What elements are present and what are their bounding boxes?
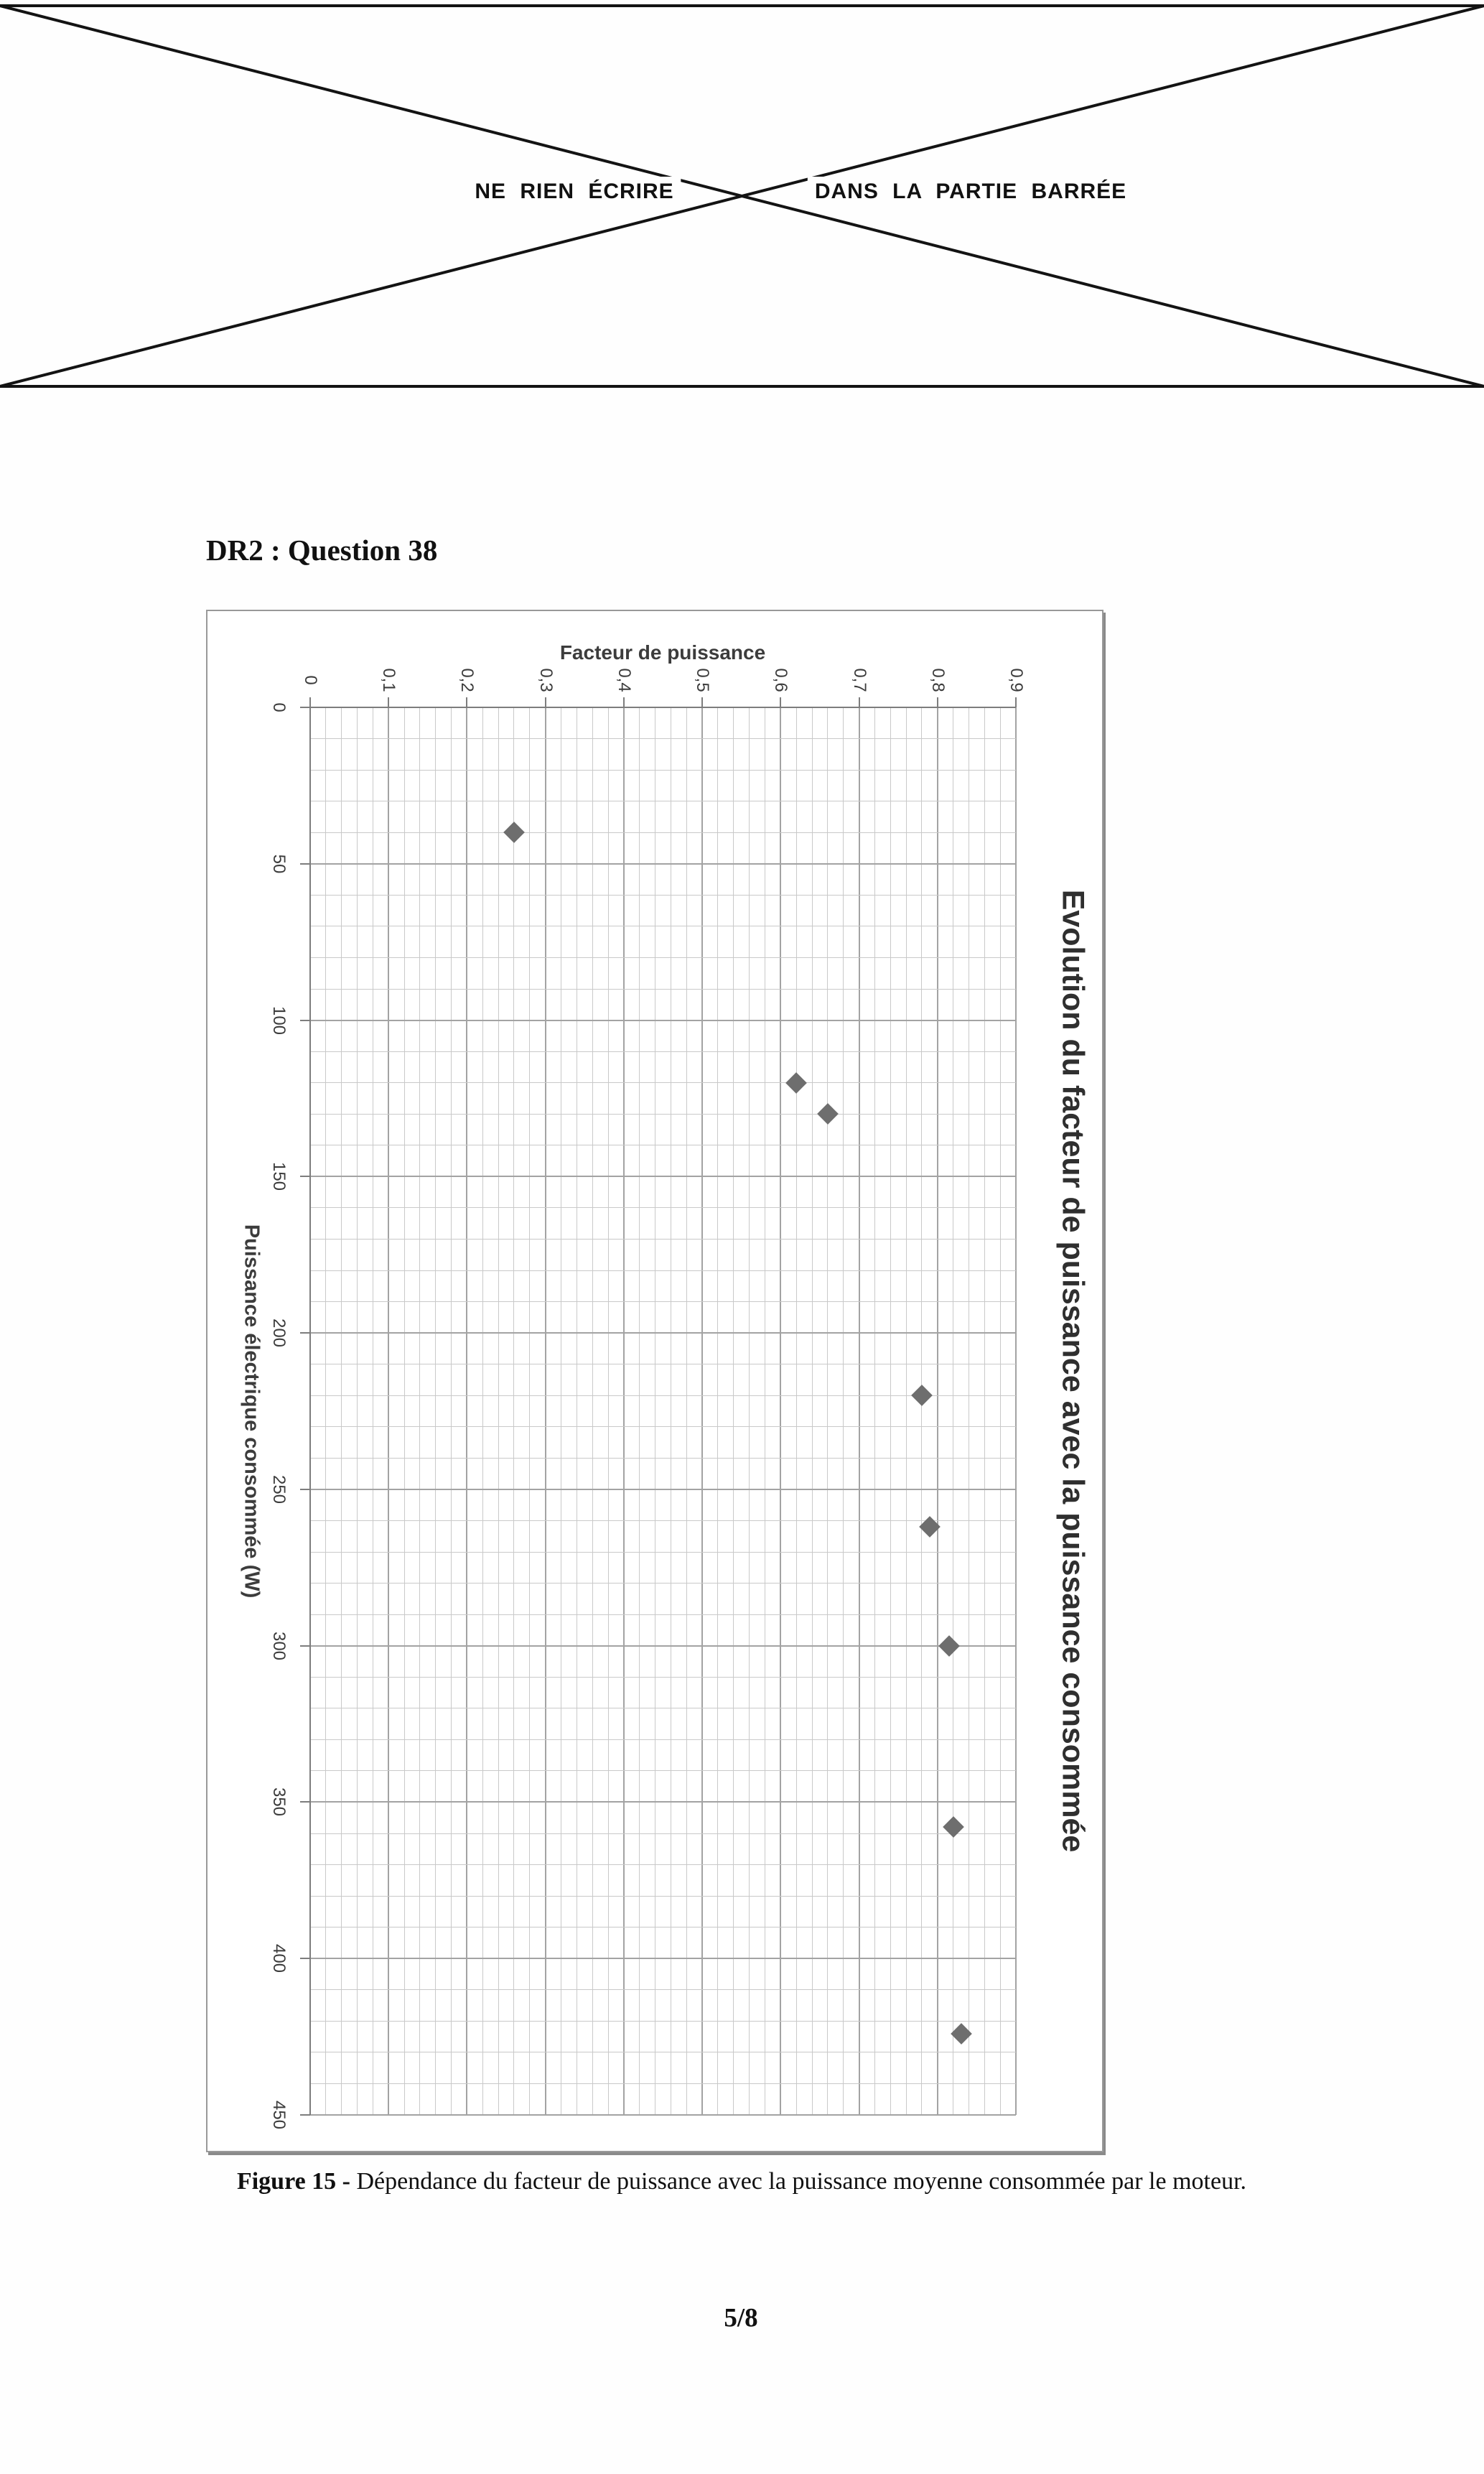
gridline-facteur-major <box>623 707 625 2115</box>
facteur-tick-label: 0,1 <box>379 668 399 692</box>
facteur-axis-line <box>310 707 1016 708</box>
gridline-puissance-minor <box>310 1864 1016 1865</box>
data-point-diamond <box>943 1816 964 1838</box>
puissance-tick <box>300 707 310 708</box>
facteur-tick <box>780 697 781 707</box>
figure-caption <box>192 2163 1291 2200</box>
data-point-diamond <box>817 1103 839 1125</box>
facteur-tick <box>309 697 311 707</box>
gridline-puissance-minor <box>310 1458 1016 1459</box>
gridline-puissance-minor <box>310 1239 1016 1240</box>
facteur-tick <box>937 697 938 707</box>
gridline-puissance-minor <box>310 1770 1016 1771</box>
gridline-facteur-major <box>545 707 546 2115</box>
puissance-tick <box>300 1801 310 1803</box>
gridline-puissance-minor <box>310 1051 1016 1052</box>
puissance-tick-label: 200 <box>269 1319 289 1348</box>
puissance-tick <box>300 863 310 865</box>
question-heading: DR2 : Question 38 <box>206 534 438 567</box>
puissance-tick <box>300 1958 310 1959</box>
gridline-facteur-minor <box>529 707 530 2115</box>
puissance-tick <box>300 1176 310 1177</box>
gridline-facteur-minor <box>843 707 844 2115</box>
gridline-puissance-major <box>310 1489 1016 1490</box>
facteur-tick-label: 0,9 <box>1007 668 1026 692</box>
chart-figure <box>206 610 1103 2152</box>
gridline-facteur-minor <box>341 707 342 2115</box>
barred-label-right: DANS LA PARTIE BARRÉE <box>808 177 1134 207</box>
puissance-axis-line <box>309 707 311 2115</box>
gridline-facteur-major <box>466 707 467 2115</box>
gridline-puissance-major <box>310 1332 1016 1334</box>
gridline-facteur-major <box>780 707 781 2115</box>
gridline-puissance-minor <box>310 895 1016 896</box>
facteur-tick-label: 0,4 <box>614 668 634 692</box>
gridline-puissance-major <box>310 1801 1016 1803</box>
gridline-puissance-major <box>310 863 1016 865</box>
facteur-tick <box>388 697 389 707</box>
facteur-tick <box>545 697 546 707</box>
puissance-tick <box>300 1645 310 1647</box>
puissance-tick <box>300 1020 310 1021</box>
gridline-facteur-major <box>937 707 938 2115</box>
gridline-facteur-minor <box>827 707 828 2115</box>
facteur-tick <box>701 697 703 707</box>
facteur-tick-label: 0,8 <box>928 668 948 692</box>
gridline-facteur-minor <box>451 707 452 2115</box>
gridline-puissance-minor <box>310 989 1016 990</box>
gridline-facteur-minor <box>686 707 687 2115</box>
gridline-facteur-minor <box>906 707 907 2115</box>
figure-caption-label: Figure 15 - <box>236 2168 357 2195</box>
gridline-facteur-major <box>701 707 703 2115</box>
data-point-diamond <box>503 822 525 843</box>
gridline-puissance-minor <box>310 1426 1016 1427</box>
facteur-tick <box>859 697 860 707</box>
gridline-facteur-minor <box>874 707 875 2115</box>
gridline-facteur-minor <box>435 707 436 2115</box>
gridline-facteur-minor <box>921 707 922 2115</box>
gridline-puissance-minor <box>310 1833 1016 1834</box>
gridline-facteur-minor <box>513 707 514 2115</box>
gridline-facteur-minor <box>717 707 718 2115</box>
gridline-puissance-minor <box>310 1207 1016 1208</box>
puissance-axis-title: Puissance électrique consommée (W) <box>240 1224 263 1599</box>
gridline-facteur-minor <box>733 707 734 2115</box>
barred-label-left: NE RIEN ÉCRIRE <box>467 177 681 207</box>
gridline-puissance-major <box>310 1020 1016 1021</box>
facteur-tick-label: 0,7 <box>849 668 869 692</box>
gridline-puissance-minor <box>310 1614 1016 1615</box>
gridline-facteur-minor <box>325 707 326 2115</box>
puissance-tick-label: 400 <box>269 1944 289 1973</box>
gridline-puissance-minor <box>310 738 1016 739</box>
facteur-tick-label: 0,6 <box>771 668 791 692</box>
gridline-facteur-minor <box>639 707 640 2115</box>
gridline-facteur-minor <box>419 707 420 2115</box>
gridline-facteur-minor <box>498 707 499 2115</box>
puissance-tick-label: 100 <box>269 1005 289 1035</box>
gridline-facteur-minor <box>749 707 750 2115</box>
gridline-puissance-minor <box>310 1082 1016 1083</box>
gridline-facteur-minor <box>812 707 813 2115</box>
facteur-tick-label: 0,3 <box>536 668 556 692</box>
gridline-facteur-major <box>388 707 389 2115</box>
gridline-facteur-major <box>1015 707 1017 2115</box>
gridline-puissance-minor <box>310 1395 1016 1396</box>
gridline-puissance-major <box>310 1176 1016 1177</box>
puissance-tick-label: 250 <box>269 1474 289 1504</box>
puissance-tick-label: 150 <box>269 1162 289 1191</box>
gridline-facteur-minor <box>1000 707 1001 2115</box>
gridline-facteur-minor <box>357 707 358 2115</box>
facteur-tick-label: 0,2 <box>457 668 477 692</box>
gridline-puissance-major <box>310 1958 1016 1959</box>
gridline-puissance-minor <box>310 1301 1016 1302</box>
gridline-facteur-minor <box>482 707 483 2115</box>
facteur-tick <box>623 697 625 707</box>
facteur-tick <box>466 697 467 707</box>
puissance-tick <box>300 1489 310 1490</box>
plot-area <box>310 707 1016 2115</box>
figure-caption-text: Dépendance du facteur de puissance avec la puissance moyenne consommée par le moteur. <box>356 2168 1247 2195</box>
gridline-facteur-minor <box>984 707 985 2115</box>
gridline-puissance-major <box>310 1645 1016 1647</box>
puissance-tick-label: 0 <box>269 702 289 712</box>
puissance-tick-label: 450 <box>269 2100 289 2130</box>
gridline-facteur-minor <box>796 707 797 2115</box>
gridline-facteur-minor <box>592 707 593 2115</box>
page-number: 5/8 <box>724 2303 758 2333</box>
gridline-puissance-minor <box>310 2021 1016 2022</box>
gridline-puissance-minor <box>310 1114 1016 1115</box>
data-point-diamond <box>911 1385 933 1406</box>
gridline-puissance-minor <box>310 1677 1016 1678</box>
gridline-puissance-minor <box>310 770 1016 771</box>
gridline-puissance-minor <box>310 1520 1016 1521</box>
gridline-puissance-major <box>310 2114 1016 2116</box>
barred-cross-lines <box>0 0 1484 402</box>
gridline-facteur-minor <box>608 707 609 2115</box>
puissance-tick-label: 50 <box>269 854 289 874</box>
facteur-axis-title: Facteur de puissance <box>559 641 766 664</box>
gridline-puissance-minor <box>310 2083 1016 2084</box>
gridline-facteur-minor <box>404 707 405 2115</box>
data-point-diamond <box>938 1635 960 1657</box>
gridline-puissance-minor <box>310 1270 1016 1271</box>
data-point-diamond <box>785 1072 807 1094</box>
facteur-tick-label: 0,5 <box>693 668 713 692</box>
facteur-tick <box>1015 697 1017 707</box>
gridline-puissance-minor <box>310 1583 1016 1584</box>
gridline-facteur-major <box>859 707 860 2115</box>
puissance-tick <box>300 2114 310 2116</box>
gridline-puissance-minor <box>310 1552 1016 1553</box>
gridline-puissance-minor <box>310 1989 1016 1990</box>
chart-title-rotated: Evolution du facteur de puissance avec la puissance consommée <box>1055 889 1091 1853</box>
gridline-facteur-minor <box>890 707 891 2115</box>
gridline-puissance-minor <box>310 1896 1016 1897</box>
puissance-tick <box>300 1332 310 1334</box>
gridline-puissance-minor <box>310 832 1016 833</box>
puissance-tick-label: 300 <box>269 1631 289 1660</box>
puissance-tick-label: 350 <box>269 1787 289 1817</box>
facteur-tick-label: 0 <box>301 675 320 685</box>
gridline-puissance-minor <box>310 1739 1016 1740</box>
gridline-puissance-minor <box>310 957 1016 958</box>
